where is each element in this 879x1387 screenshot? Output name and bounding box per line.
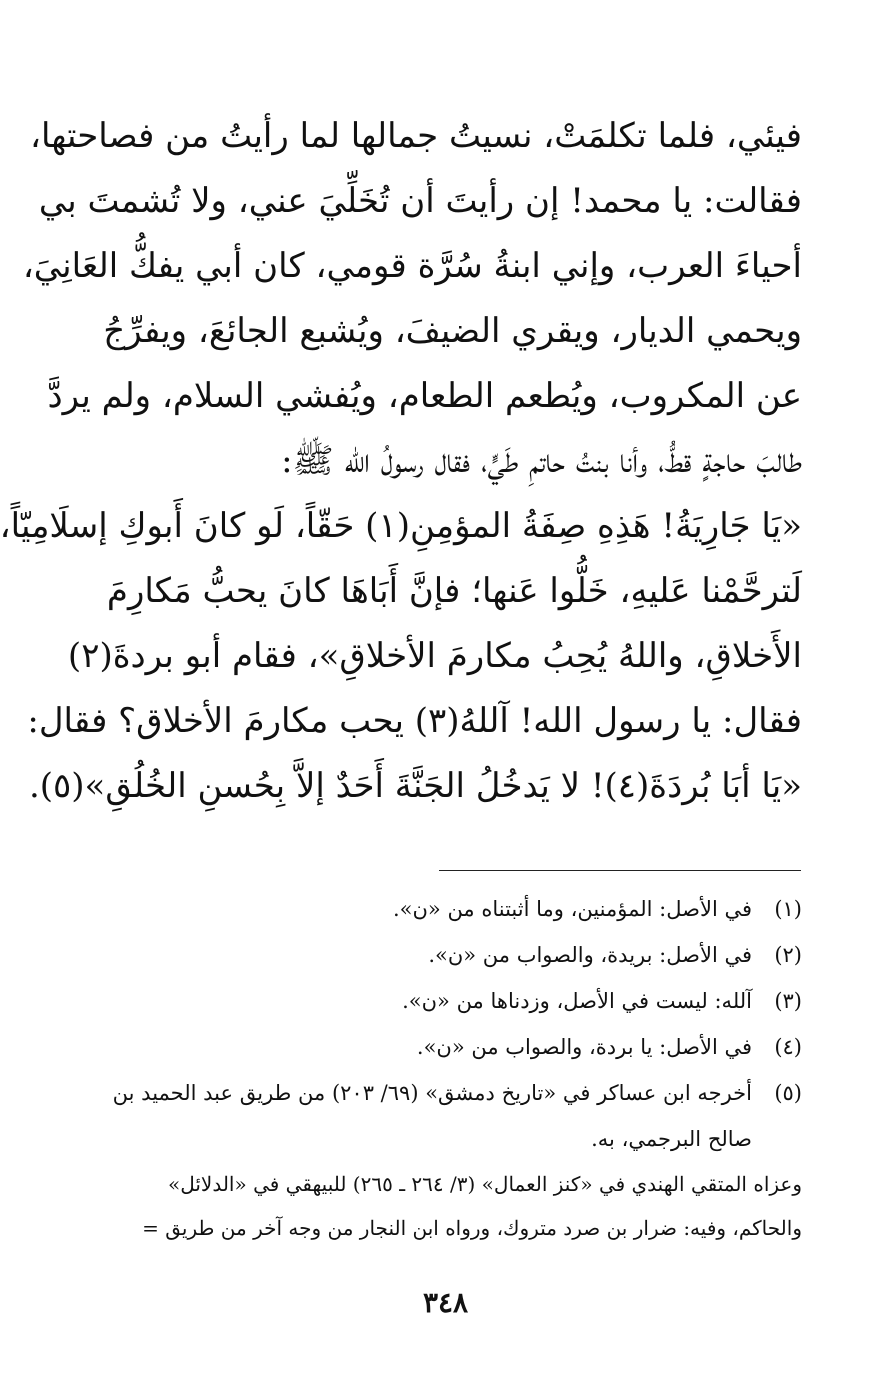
footnote-number: (٣) <box>774 989 802 1013</box>
footnote-item <box>60 1024 802 1070</box>
main-text-line: ويحمي الديار، ويقري الضيفَ، ويُشبع الجائعَ، ويفرِّجُ <box>103 311 802 351</box>
footnotes-section <box>60 886 802 1250</box>
footnote-number: (٤) <box>774 1035 802 1059</box>
main-text-line: أحياءَ العرب، وإني ابنةُ سُرَّة قومي، كان أبي يفكُّ العَانِيَ، <box>22 246 802 286</box>
footnote-text: آلله: ليست في الأصل، وزدناها من «ن». <box>402 989 752 1013</box>
footnote-number: (٥) <box>774 1081 802 1105</box>
main-text-line: الأَخلاقِ، واللهُ يُحِبُ مكارمَ الأخلاقِ»، فقام أبو بردةَ(٢) <box>67 636 802 676</box>
footnote-text: في الأصل: يا بردة، والصواب من «ن». <box>416 1035 752 1059</box>
main-text-line: «يَا أبَا بُردَةَ(٤)! لا يَدخُلُ الجَنَّةَ أَحَدٌ إلاَّ بِحُسنِ الخُلُقِ»(٥). <box>28 766 802 806</box>
footnote-number: (٢) <box>774 943 802 967</box>
footnote-text: أخرجه ابن عساكر في «تاريخ دمشق» (٦٩/ ٢٠٣) من طريق عبد الحميد بن <box>112 1081 752 1105</box>
footnote-item <box>60 932 802 978</box>
page-number: ٣٤٨ <box>422 1286 469 1319</box>
main-text-line: فيئي، فلما تكلمَتْ، نسيتُ جمالها لما رأيتُ من فصاحتها، <box>29 116 802 156</box>
main-text-line: «يَا جَارِيَةُ! هَذِهِ صِفَةُ المؤمِنِ(١) حَقّاً، لَو كانَ أَبوكِ إسلَامِيّاً، <box>0 506 802 546</box>
footnote-number: (١) <box>774 897 802 921</box>
main-text-line: عن المكروب، ويُطعم الطعام، ويُفشي السلام، ولم يردَّ <box>47 376 802 416</box>
main-text-line: طالبَ حاجةٍ قطُّ، وأنا بنتُ حاتمِ طَيٍّ، فقال رسولُ الله ﷺ: <box>281 441 802 481</box>
footnote-item <box>60 978 802 1024</box>
main-text-line: فقال: يا رسول الله! آللهُ(٣) يحب مكارمَ الأخلاق؟ فقال: <box>27 701 802 741</box>
footnote-extra-line: والحاكم، وفيه: ضرار بن صرد متروك، ورواه ابن النجار من وجه آخر من طريق = <box>142 1216 802 1240</box>
footnote-text: في الأصل: بريدة، والصواب من «ن». <box>428 943 752 967</box>
footnote-extra-line: وعزاه المتقي الهندي في «كنز العمال» (٣/ ٢٦٤ ـ ٢٦٥) للبيهقي في «الدلائل» <box>167 1172 802 1196</box>
footnote-continuation: صالح البرجمي، به. <box>591 1127 752 1151</box>
footnote-item <box>60 1070 802 1116</box>
main-text-body <box>0 104 802 819</box>
main-text-line: لَترحَّمْنا عَليهِ، خَلُّوا عَنها؛ فإنَّ أَبَاهَا كانَ يحبُّ مَكارِمَ <box>106 571 802 611</box>
footnote-item <box>60 886 802 932</box>
footnote-separator <box>439 870 801 871</box>
footnote-text: في الأصل: المؤمنين، وما أثبتناه من «ن». <box>392 897 752 921</box>
main-text-line: فقالت: يا محمد! إن رأيتَ أن تُخَلِّيَ عني، ولا تُشمتَ بي <box>38 181 802 221</box>
